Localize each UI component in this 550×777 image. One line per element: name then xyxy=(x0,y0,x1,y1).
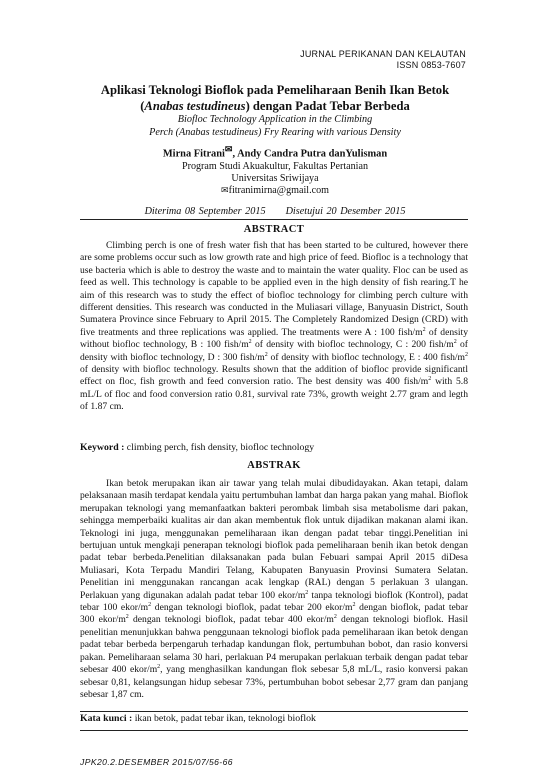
kata-kunci-text: ikan betok, padat tebar ikan, teknologi bioflok xyxy=(132,713,316,724)
divider-footer xyxy=(80,730,468,731)
date-received: Diterima 08 September 2015 xyxy=(144,205,266,217)
abstrak-text-5: dengan teknologi bioflok, padat tebar 400 ekor/m xyxy=(128,614,334,626)
journal-header xyxy=(300,49,466,71)
abstrak-body xyxy=(80,478,468,701)
author-list xyxy=(60,143,490,161)
envelope-icon: ✉ xyxy=(221,184,229,195)
abstract-text-3: of density with biofloc technology, C : 200 fish/m xyxy=(251,339,454,351)
title-species: Anabas testudineus xyxy=(144,99,246,113)
paper-subtitle xyxy=(60,114,490,139)
abstract-text-6: of density with biofloc technology. Results shown that the addition of biofloc provide significantl effect on floc, fish growth and feed conversion ratio. The best density was 400 fish/m xyxy=(80,364,468,388)
title-paren: ( xyxy=(140,99,145,113)
affiliation xyxy=(60,161,490,196)
abstract-text-5: of density with biofloc technology, E : 400 fish/m xyxy=(267,351,465,363)
abstract-heading: ABSTRACT xyxy=(243,224,305,235)
abstrak-text-3: dengan teknologi bioflok, padat tebar 200 ekor/m xyxy=(151,602,353,614)
sup-m2: 2 xyxy=(465,351,468,358)
divider-top xyxy=(80,219,468,220)
abstrak-text-2: tanpa teknologi bioflok (Kontrol), padat tebar 100 ekor/m xyxy=(80,589,468,614)
author-names-rest: , Andy Candra Putra danYulisman xyxy=(232,148,388,160)
abstract-text-1: Climbing perch is one of fresh water fish that has been started to be cultured, however there are some problems occur such as low growth rate and high price of feed. Biofloc is a technology that use bacteria which is able to destroy the waste and to maintain the water quality. Floc can be used as feed as well. This technology is capable to be applied even in the high density of fish rearing.T he aim of this research was to study the effect of biofloc technology for climbing perch culture with different densities. This research was conducted in the Muliasari village, Banyuasin District, South Sumatera Province since February to April 2015. The Completely Randomized Design (CRD) with five treatments and three replications was applied. The treatments were A : 100 fish/m xyxy=(80,240,468,338)
paper-title xyxy=(60,82,490,114)
sup-m2: 2 xyxy=(125,614,129,621)
abstract-text-4: of density with biofloc technology, D : 300 fish/m xyxy=(80,339,468,363)
kata-kunci-line xyxy=(80,713,468,724)
abstract-text-2: of density without biofloc technology, B : 100 fish/m xyxy=(80,326,468,351)
title-line-2-rest: ) dengan Padat Tebar Berbeda xyxy=(245,99,410,113)
footer-citation: JPK20.2.DESEMBER 2015/07/56-66 xyxy=(80,757,233,767)
keywords-text: climbing perch, fish density, biofloc technology xyxy=(124,442,315,453)
sup-m2: 2 xyxy=(333,614,337,621)
keywords-line xyxy=(80,442,468,453)
abstrak-text-4: dengan bioflok, padat tebar 300 ekor/m xyxy=(80,602,469,626)
sup-m2: 2 xyxy=(352,601,356,608)
sup-m2: 2 xyxy=(248,339,252,346)
affiliation-email[interactable] xyxy=(60,185,490,197)
abstrak-paragraph xyxy=(80,478,468,701)
divider-bottom xyxy=(80,711,468,712)
sup-m2: 2 xyxy=(428,376,432,383)
subtitle-line-1: Biofloc Technology Application in the Climbing xyxy=(177,114,373,125)
sup-m2: 2 xyxy=(422,326,426,333)
abstrak-heading: ABSTRAK xyxy=(247,460,301,471)
journal-name: JURNAL PERIKANAN DAN KELAUTAN xyxy=(300,49,466,59)
abstract-paragraph xyxy=(80,240,468,414)
corresponding-mail-icon: ✉ xyxy=(224,144,233,155)
affiliation-program: Program Studi Akuakultur, Fakultas Pertanian xyxy=(181,161,369,173)
affiliation-university: Universitas Sriwijaya xyxy=(231,172,319,184)
article-dates xyxy=(60,206,490,217)
title-line-2 xyxy=(60,98,490,114)
title-block xyxy=(60,82,490,217)
kata-kunci-label: Kata kunci : xyxy=(80,713,133,724)
title-line-1: Aplikasi Teknologi Bioflok pada Pemeliharaan Benih Ikan Betok xyxy=(100,83,450,97)
abstract-text-7: with 5.8 mL/L of floc and food conversion ratio 0.81, survival rate 73%, growth weight 2.77 gram and legth of 1.87 cm. xyxy=(80,376,468,413)
date-accepted: Disetujui 20 Desember 2015 xyxy=(285,205,406,217)
sup-m2: 2 xyxy=(157,663,161,670)
keywords-label: Keyword : xyxy=(80,442,125,453)
sup-m2: 2 xyxy=(264,351,268,358)
abstrak-text-7: , yang menghasilkan kandungan flok sebesar 5,8 mL/L, rasio konversi pakan sebesar 0,81, kelangsungan hidup sebesar 73%, pertumbuhan bobot sebesar 2,77 gram dan panjang sebesar 1,87 cm. xyxy=(80,664,468,700)
sup-m2: 2 xyxy=(453,339,457,346)
sup-m2: 2 xyxy=(148,601,152,608)
abstrak-text-6: dengan teknologi bioflok. Hasil penelitian menunjukkan bahwa penggunaan teknologi bioflok pada pemeliharaan ikan betok dengan padat tebar berbeda berpengaruh terhadap kandungan flok, pertumbuhan bobot, dan rasio konversi pakan. Pemeliharaan selama 30 hari, perlakuan P4 merupakan perlakuan terbaik dengan padat tebar sebesar 400 ekor/m xyxy=(80,614,468,676)
author-name-primary: Mirna Fitrani xyxy=(162,148,225,160)
subtitle-line-2: Perch (Anabas testudineus) Fry Rearing with various Density xyxy=(149,126,401,138)
journal-issn: ISSN 0853-7607 xyxy=(396,60,466,70)
sup-m2: 2 xyxy=(305,589,309,596)
abstract-body xyxy=(80,240,468,414)
abstrak-text-1: Ikan betok merupakan ikan air tawar yang telah mulai dibudidayakan. Akan tetapi, dalam pelaksanaan masih terdapat kendala yaitu pertumbuhan lambat dan harga pakan yang mahal. Bioflok merupakan teknologi yang memanfaatkan bakteri perombak limbah sisa metabolisme dari pakan, sehingga memperbaiki kualitas air dan akan membentuk flok untuk dijadikan makanan alami ikan. Teknologi ini juga, menggunakan pemeliharaan ikan dengan padat tebar tinggi.Penelitian ini bertujuan untuk mengkaji penerapan teknologi bioflok pada pemeliharaan benih ikan betok dengan padat tebar berbeda.Penelitian dilaksanakan pada bulan Febuari sampai April 2015 diDesa Muliasari, Kota Terpadu Mandiri Telang, Kabupaten Banyuasin Provinsi Sumatera Selatan. Penelitian ini menggunakan rancangan acak lengkap (RAL) dengan 5 perlakuan 3 ulangan. Perlakuan yang digunakan adalah padat tebar 100 ekor/m xyxy=(80,478,468,601)
email-address: fitranimirna@gmail.com xyxy=(228,184,329,196)
